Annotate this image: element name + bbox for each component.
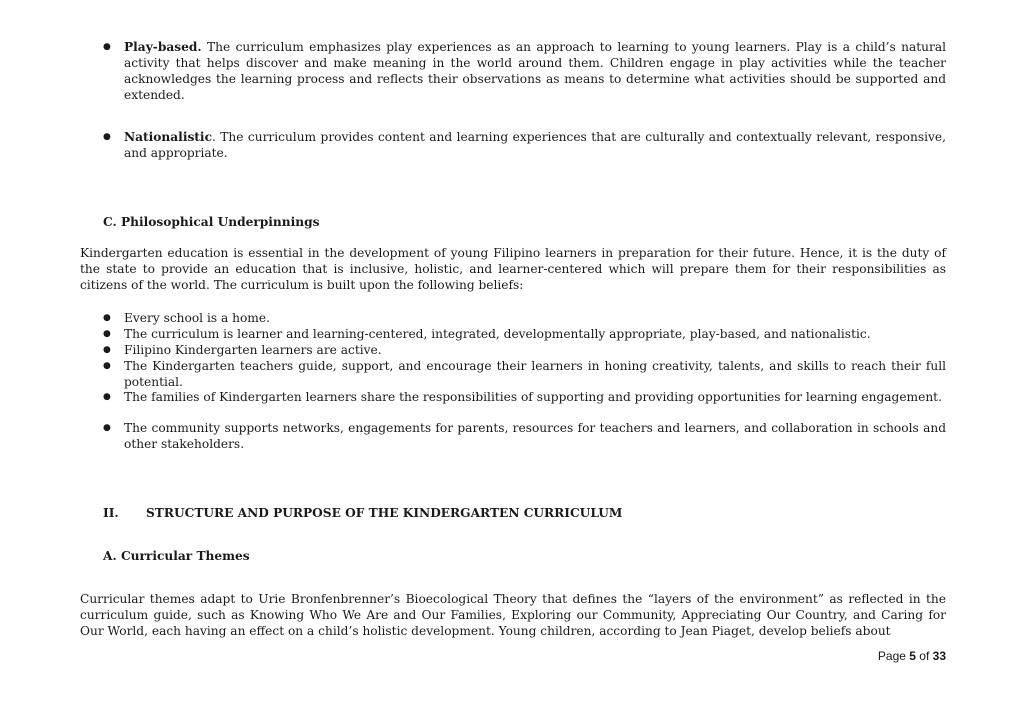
bullet-text: . The curriculum provides content and learning experiences that are culturally and contextually relevant, responsive, and appropriate. — [124, 130, 946, 160]
page-of: of — [915, 649, 933, 663]
page-total: 33 — [932, 649, 946, 663]
belief-item: ● Filipino Kindergarten learners are active. — [124, 342, 946, 358]
belief-item: ● Every school is a home. — [124, 310, 946, 326]
section-c-heading: C. Philosophical Underpinnings — [103, 215, 320, 229]
belief-item: ● The Kindergarten teachers guide, support, and encourage their learners in honing creativity, talents, and skills to reach their full potential. — [124, 358, 946, 390]
section-a-heading: A. Curricular Themes — [103, 549, 250, 563]
section-ii-number: II. — [103, 506, 119, 520]
belief-item: ● The families of Kindergarten learners share the responsibilities of supporting and providing opportunities for learning engagement. — [124, 389, 946, 405]
section-a-paragraph: Curricular themes adapt to Urie Bronfenbrenner’s Bioecological Theory that defines the “layers of the environment” as reflected in the curriculum guide, such as Knowing Who We Are and Our Families, Exploring our Community, Appreciating Our Country, and Caring for Our World, each having an effect on a child’s holistic development. Young children, according to Jean Piaget, develop beliefs about — [80, 592, 946, 638]
bullet-nationalistic — [124, 129, 946, 161]
page-current: 5 — [909, 649, 916, 663]
belief-item: ● The curriculum is learner and learning-centered, integrated, developmentally appropriate, play-based, and nationalistic. — [124, 326, 946, 342]
page-number — [878, 648, 946, 664]
bullet-term: Play-based. — [124, 40, 202, 54]
belief-item: ● The community supports networks, engagements for parents, resources for teachers and learners, and collaboration in schools and other stakeholders. — [124, 420, 946, 452]
page-prefix: Page — [877, 649, 910, 663]
section-c-paragraph: Kindergarten education is essential in the development of young Filipino learners in preparation for their future. Hence, it is the duty of the state to provide an education that is inclusive, holistic, and learner-centered which will prepare them for their responsibilities as citizens of the world. The curriculum is built upon the following beliefs: — [80, 246, 946, 292]
bullet-term: Nationalistic — [124, 130, 212, 144]
bullet-text: The curriculum emphasizes play experiences as an approach to learning to young learners. Play is a child’s natural activity that helps discover and make meaning in the world around them. Children engage in play activities while the teacher acknowledges the learning process and reflects their observations as means to determine what activities should be supported and extended. — [124, 40, 946, 102]
bullet-play-based — [124, 39, 946, 103]
section-ii-title: STRUCTURE AND PURPOSE OF THE KINDERGARTEN CURRICULUM — [146, 506, 623, 520]
